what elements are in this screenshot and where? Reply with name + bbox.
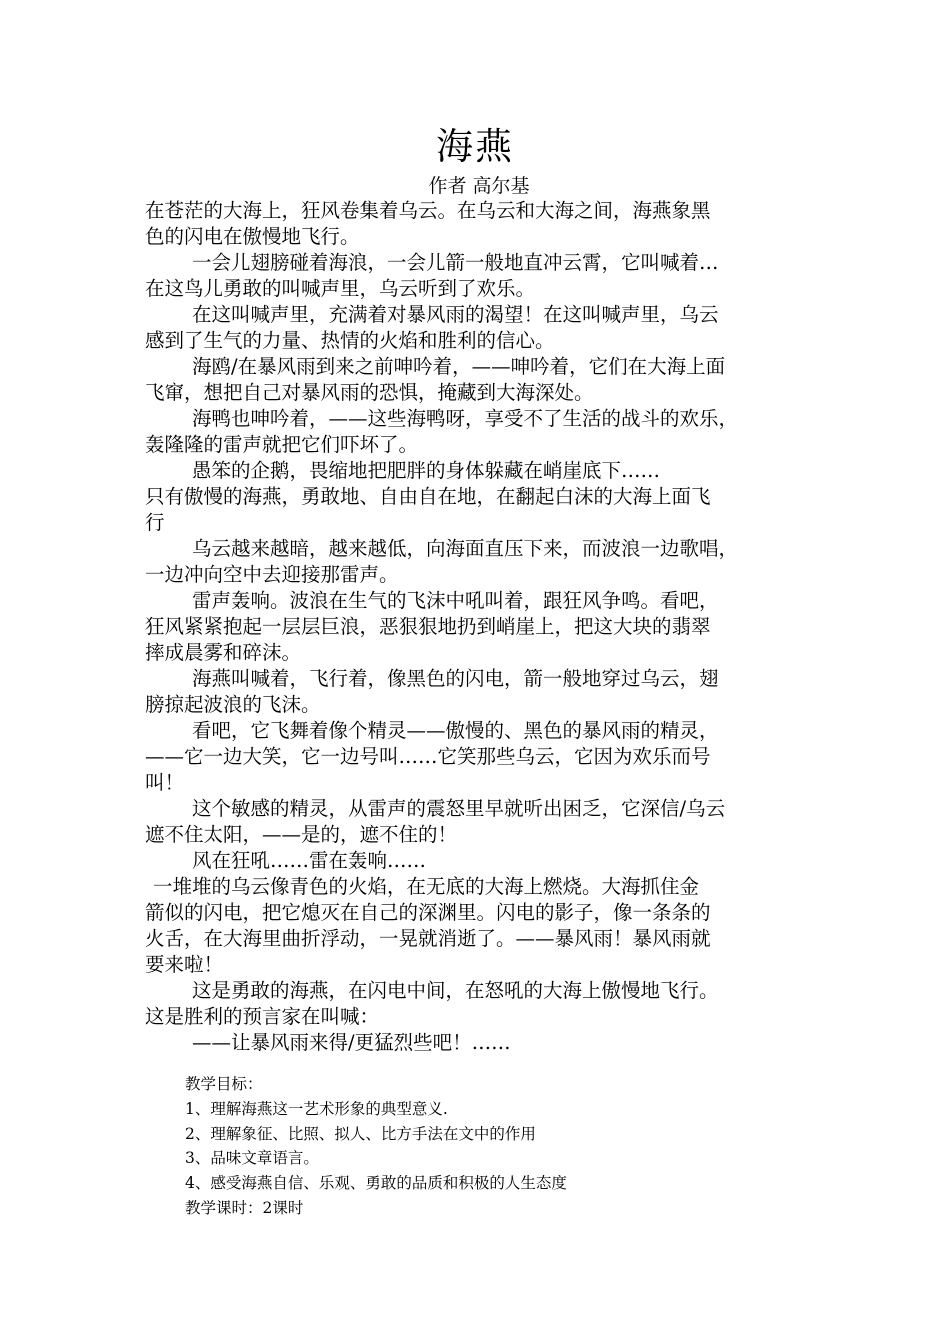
paragraph [145,588,805,666]
document-body [145,198,805,1056]
paragraph [145,848,805,874]
paragraph [145,302,805,354]
paragraph-line: ——让暴风雨来得/更猛烈些吧！…… [192,1031,511,1054]
paragraph-line: 在苍茫的大海上，狂风卷集着乌云。在乌云和大海之间，海燕象黑 [145,199,711,222]
paragraph [145,718,805,796]
paragraph [145,406,805,458]
goal-item: 1、理解海燕这一艺术形象的典型意义. [185,1099,448,1118]
paragraph [145,198,805,250]
paragraph-line: 狂风紧紧抱起一层层巨浪，恶狠狠地扔到峭崖上，把这大块的翡翠 [145,615,711,638]
paragraph [145,874,805,978]
paragraph-line: 要来啦！ [145,953,224,976]
teaching-objectives [185,1072,785,1221]
paragraph-line: 这是胜利的预言家在叫喊： [145,1005,380,1028]
paragraph-line: 色的闪电在傲慢地飞行。 [145,225,360,248]
paragraph [145,484,805,536]
paragraph-line: 愚笨的企鹅，畏缩地把肥胖的身体躲藏在峭崖底下…… [192,459,661,482]
paragraph-line: 箭似的闪电，把它熄灭在自己的深渊里。闪电的影子，像一条条的 [145,901,711,924]
goal-item: 4、感受海燕自信、乐观、勇敢的品质和积极的人生态度 [185,1174,567,1193]
paragraph [145,978,805,1030]
goals-heading: 教学目标： [185,1075,263,1093]
paragraph-line: 一边冲向空中去迎接那雷声。 [145,563,399,586]
paragraph [145,796,805,848]
paragraph-line: 火舌，在大海里曲折浮动，一晃就消逝了。——暴风雨！暴风雨就 [145,927,711,950]
paragraph-line: 一堆堆的乌云像青色的火焰，在无底的大海上燃烧。大海抓住金 [153,875,700,898]
paragraph-line: 轰隆隆的雷声就把它们吓坏了。 [145,433,419,456]
paragraph-line: 飞窜，想把自己对暴风雨的恐惧，掩藏到大海深处。 [145,381,594,404]
document-author: 作者 高尔基 [428,175,530,197]
class-hours: 教学课时：2课时 [185,1198,304,1217]
paragraph-line: 海燕叫喊着，飞行着，像黑色的闪电，箭一般地穿过乌云，翅 [192,667,719,690]
paragraph-line: 叫！ [145,771,185,794]
paragraph-line: 这个敏感的精灵，从雷声的震怒里早就听出困乏，它深信/乌云 [192,797,726,820]
paragraph-line: 这是勇敢的海燕，在闪电中间，在怒吼的大海上傲慢地飞行。 [192,979,719,1002]
paragraph [145,458,805,484]
paragraph-line: 海鸭也呻吟着，——这些海鸭呀，享受不了生活的战斗的欢乐， [192,407,739,430]
paragraph [145,536,805,588]
paragraph [145,250,805,302]
paragraph-line: 乌云越来越暗，越来越低，向海面直压下来，而波浪一边歌唱， [192,537,739,560]
paragraph-line: 摔成晨雾和碎沫。 [145,641,302,664]
paragraph-line: 遮不住太阳，——是的，遮不住的！ [145,823,458,846]
paragraph-line: 在这鸟儿勇敢的叫喊声里，乌云听到了欢乐。 [145,277,536,300]
goal-item: 3、品味文章语言。 [185,1149,319,1168]
paragraph-line: ——它一边大笑，它一边号叫……它笑那些乌云，它因为欢乐而号 [145,745,711,768]
paragraph [145,354,805,406]
paragraph-line: 在这叫喊声里，充满着对暴风雨的渴望！在这叫喊声里，乌云 [192,303,719,326]
paragraph [145,666,805,718]
paragraph-line: 感到了生气的力量、热情的火焰和胜利的信心。 [145,329,555,352]
paragraph-line: 膀掠起波浪的飞沫。 [145,693,321,716]
paragraph-line: 行 [145,511,165,534]
paragraph-line: 一会儿翅膀碰着海浪，一会儿箭一般地直冲云霄，它叫喊着… [192,251,719,274]
paragraph-line: 海鸥/在暴风雨到来之前呻吟着，——呻吟着，它们在大海上面 [192,355,726,378]
paragraph-line: 看吧，它飞舞着像个精灵——傲慢的、黑色的暴风雨的精灵， [192,719,719,742]
paragraph-line: 雷声轰响。波浪在生气的飞沫中吼叫着，跟狂风争鸣。看吧， [192,589,719,612]
goal-item: 2、理解象征、比照、拟人、比方手法在文中的作用 [185,1124,536,1143]
paragraph-line: 只有傲慢的海燕，勇敢地、自由自在地，在翻起白沫的大海上面飞 [145,485,711,508]
document-title: 海燕 [436,125,514,168]
paragraph-line: 风在狂吼……雷在轰响…… [192,849,427,872]
paragraph [145,1030,805,1056]
